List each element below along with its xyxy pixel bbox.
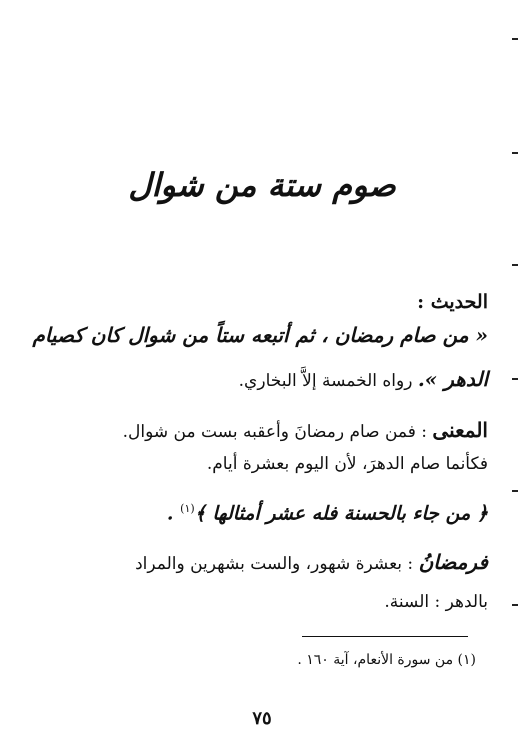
chapter-title: صوم ستة من شوال	[128, 166, 396, 204]
meaning-label: المعنى	[432, 418, 488, 442]
meaning-line-2: فكأنما صام الدهرَ، لأن اليوم بعشرة أيام.	[206, 454, 488, 474]
hadith-text-line-2	[44, 367, 488, 393]
margin-mark	[512, 264, 518, 266]
verse-text: ﴿ من جاء بالحسنة فله عشر أمثالها ﴾	[194, 502, 488, 525]
footnote-reference: (١)	[180, 502, 195, 515]
hadith-label: الحديث :	[417, 291, 488, 313]
margin-mark	[512, 490, 518, 492]
margin-mark	[512, 604, 518, 606]
hadith-text-line-1: « من صام رمضان ، ثم أتبعه ستاً من شوال كان كصيام	[32, 323, 488, 347]
ramadan-line-2: بالدهر : السنة.	[384, 592, 488, 612]
verse-end: .	[166, 502, 181, 525]
hadith-text-end: الدهر ».	[417, 367, 488, 391]
meaning-text-1: : فمن صام رمضانَ وأعقبه بست من شوال.	[122, 422, 433, 442]
margin-mark	[512, 38, 518, 40]
ramadan-text-1: : بعشرة شهور، والست بشهرين والمراد	[135, 554, 419, 574]
hadith-attribution: رواه الخمسة إلاَّ البخاري.	[238, 371, 418, 391]
margin-mark	[512, 378, 518, 380]
page-number: ٧٥	[252, 708, 272, 729]
margin-mark	[512, 152, 518, 154]
ramadan-line-1	[44, 550, 488, 576]
footnote: (١) من سورة الأنعام، آية ١٦٠ .	[297, 652, 476, 668]
meaning-line-1	[44, 418, 488, 444]
ramadan-label: فرمضانُ	[418, 550, 488, 574]
footnote-divider	[302, 636, 468, 637]
quran-verse	[44, 497, 488, 525]
